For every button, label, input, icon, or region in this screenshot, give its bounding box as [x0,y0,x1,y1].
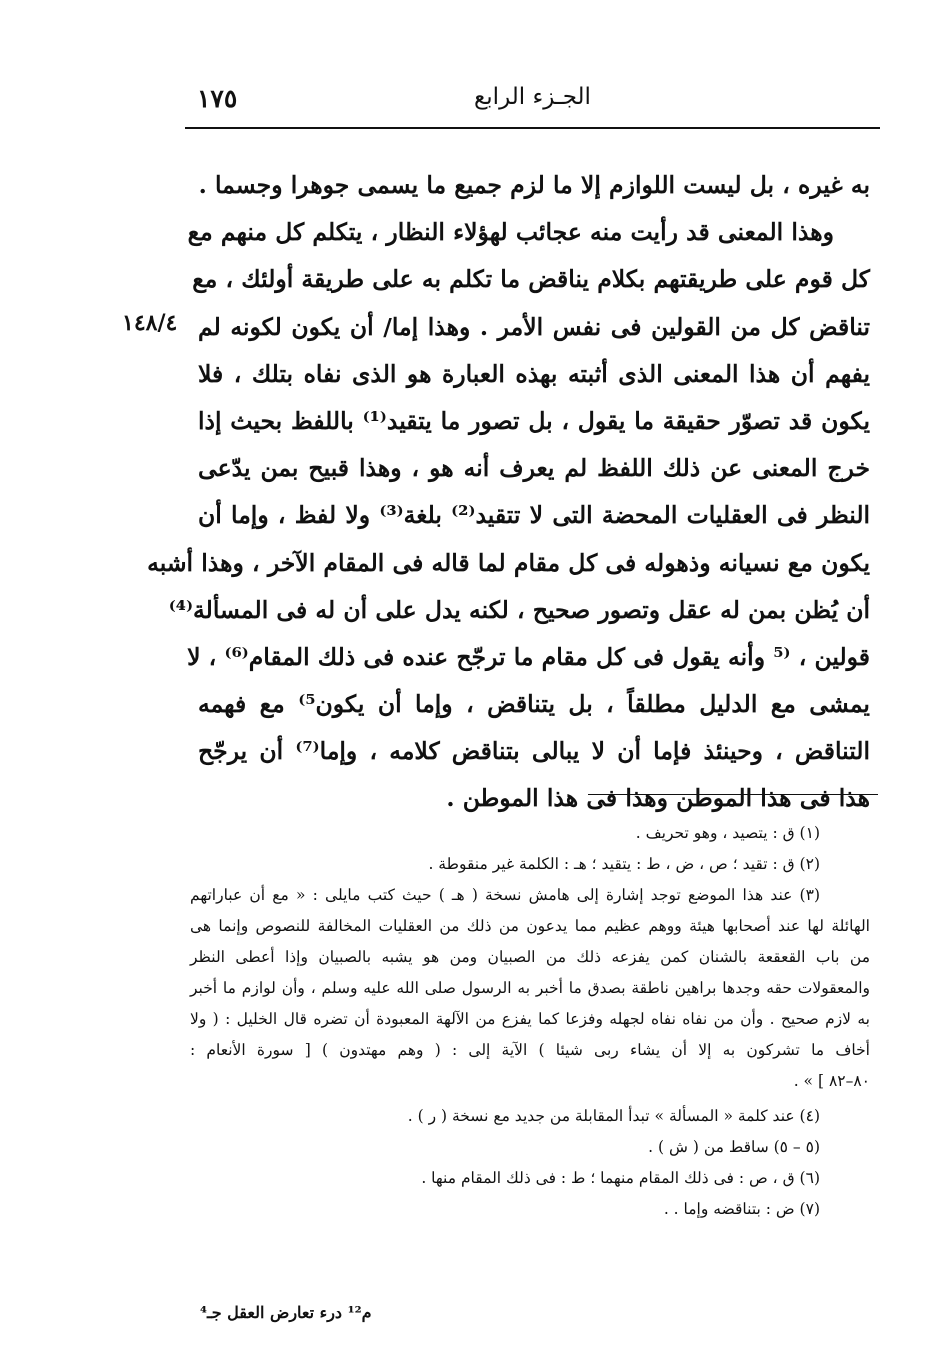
main-text-line: يكون مع نسيانه وذهوله فى كل مقام لما قاله فى المقام الآخر ، وهذا أشبه [147,548,870,577]
main-text-line: خرج المعنى عن ذلك اللفظ لم يعرف أنه هو ، وهذا قبيح بمن يدّعى [198,454,870,483]
footnote-line: (٥ – ٥) ساقط من ( ش ) . [648,1138,820,1156]
footnote-line: من باب القعقعة بالشنان كمن يفزعه ذلك من الصبيان ومن هو يشبه بالصبيان وإذا أعطى النظر [190,948,870,966]
main-text-line: قولين ، ⁽⁵ وأنه يقول فى كل مقام ما ترجّح عنده فى ذلك المقام⁽⁶⁾ ، لا [187,642,870,671]
main-text-line: يكون قد تصوّر حقيقة ما يقول ، بل تصور ما يتقيد⁽¹⁾ باللفظ بحيث إذا [198,406,870,435]
footnote-line: به لازم صحيح . وأن من نفاه نفاه لجهله وفزعا كما يفزع من الآلهة المعبودة أن تضره قال الخليل : ( ولا [190,1010,870,1028]
main-text-line: النظر فى العقليات المحضة التى لا تتقيد⁽²⁾ بلغة⁽³⁾ ولا لفظ ، وإما أن [198,501,871,530]
footnote-line: ٨٠–٨٢ ] » . [793,1072,870,1090]
footnotes [190,818,870,1225]
footnote-line: (٧) ض : بتناقضه وإما . . [663,1200,820,1218]
margin-reference: ١٤٨/٤ [122,310,178,336]
footnote-line: (١) ق : يتصيد ، وهو تحريف . [635,824,820,842]
footnote-line: الهائلة لها عند أصحابها هيئة ووهم عظيم مما يدعون من ذلك من العقليات المخالفة للنصوص وإنما هى [190,917,870,935]
footnote-line: (٤) عند كلمة « المسألة » تبدأ المقابلة من جديد مع نسخة ( ر ) . [407,1107,820,1125]
printer-signature: م¹² درء تعارض العقل جـ⁴ [200,1303,372,1322]
main-text-line: يفهم أن هذا المعنى الذى أثبته بهذه العبارة هو الذى نفاه بتلك ، فلا [198,359,870,388]
main-text-line: هذا فى هذا الموطن وهذا فى هذا الموطن . [446,784,870,813]
footnote-line: والمعقولات حقه وجدها براهين ناطقة بصدق ما أخبر به الرسول صلى الله عليه وسلم ، وأن لوازم ما أخبر [190,979,870,997]
running-head [185,84,880,124]
footnote-line: (٣) عند هذا الموضع توجد إشارة إلى هامش نسخة ( هـ ) حيث كتب مايلى : « مع أن عباراتهم [190,886,820,904]
main-text-line: وهذا المعنى قد رأيت منه عجائب لهؤلاء النظار ، يتكلم كل منهم مع [187,218,834,247]
main-text-line: تناقض كل من القولين فى نفس الأمر . وهذا إما/ أن يكون لكونه لم [198,312,870,341]
main-text-line: به غيره ، بل ليست اللوازم إلا ما لزم جميع ما يسمى جوهرا وجسما . [198,171,870,199]
footnote-line: (٦) ق ، ص : فى ذلك المقام منهما ؛ ط : فى ذلك المقام منها . [421,1169,820,1187]
footnote-line: أخاف ما تشركون به إلا أن يشاء ربى شيئا ) الآية إلى : ( وهم مهتدون ) [ سورة الأنعام : [190,1041,870,1059]
running-title: الجـزء الرابع [474,84,591,110]
main-text-line: كل قوم على طريقتهم بكلام يناقض ما تكلم به على طريقة أولئك ، مع [192,265,870,294]
page-number: ١٧٥ [197,84,238,113]
main-text-line: أن يُظن بمن له عقل وتصور صحيح ، لكنه يدل على أن له فى المسألة⁽⁴⁾ [168,595,870,624]
footnote-line: (٢) ق : تقيد ؛ ص ، ض ، ط : يتقيد ؛ هـ : الكلمة غير منقوطة . [428,855,820,873]
header-rule [185,127,880,129]
footnote-rule [588,794,878,795]
main-text-line: يمشى مع الدليل مطلقاً ، بل يتناقض ، وإما أن يكون⁵⁾ مع فهمه [198,690,870,719]
main-text-line: التناقض ، وحينئذ فإما أن لا يبالى بتناقض كلامه ، وإما⁽⁷⁾ أن يرجّح [198,737,870,766]
